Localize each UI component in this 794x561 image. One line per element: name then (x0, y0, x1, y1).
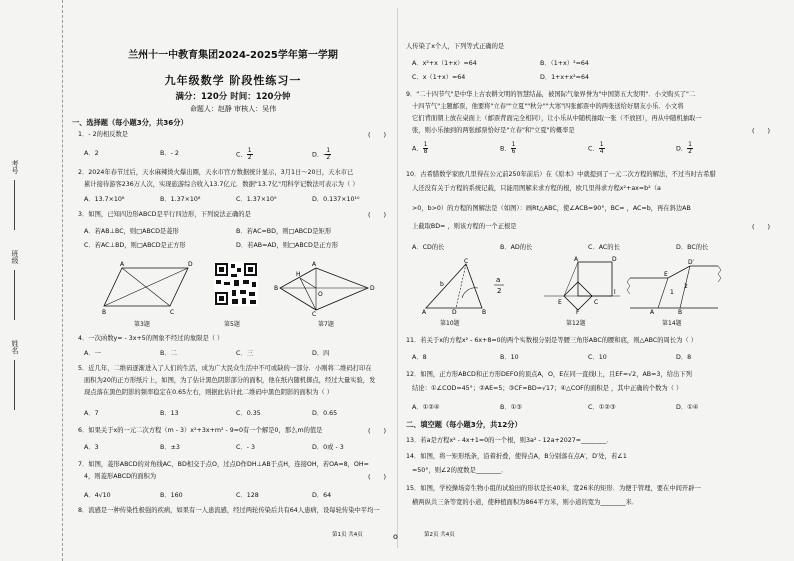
q8-stem-cont: 人传染了x个人，下列等式正确的是 (406, 43, 505, 50)
svg-text:D: D (370, 285, 375, 292)
q7-stem: 7．如图，菱形ABCD的对角线AC，BD相交于点O，过点D作DH⊥AB于点H，连接OH，若OA=8，OH= (78, 461, 369, 468)
binding-label-class: 班级 (11, 250, 19, 264)
figure-caption: 第3题 (134, 321, 150, 328)
q10-option: A．CD的长 (412, 244, 445, 251)
q10-option: D．BC的长 (676, 244, 709, 251)
q10-stem-cont: 人还没有关于方程的系统记载，只能用图解来求方程的根，欧几里得求方程x²+ax=b²（a (412, 185, 661, 192)
q8-option: A．x²+x（1+x）=64 (412, 60, 477, 67)
svg-text:1: 1 (670, 289, 674, 296)
svg-text:D: D (612, 256, 617, 263)
q11-option: D．8 (676, 354, 692, 361)
subject-title: 九年级数学 阶段性练习一 (164, 74, 302, 87)
center-mark: o (393, 532, 398, 541)
section-choice: 一、选择题（每小题3分，共36分） (72, 118, 188, 127)
q4-option: D．四 (312, 350, 330, 357)
svg-text:C: C (312, 311, 317, 318)
q3-option: D．若AB=AD，则□ABCD是正方形 (236, 242, 338, 249)
q3-option: A．若AB⊥BC，则□ABCD是菱形 (84, 228, 179, 235)
figure-caption: 第5题 (224, 321, 240, 328)
figure-parallelogram (102, 262, 192, 314)
q9-stem: 9．"二十四节气"是中华上古农耕文明的智慧结晶，被国际气象界誉为"中国第五大发明"．小文购买了"二 (406, 91, 696, 98)
q14-stem-cont: =50°，则∠2的度数是________． (412, 467, 508, 474)
q9-option: C． $\frac{1}{4}$ (588, 141, 604, 155)
q4-stem: 4．一次函数y= - 3x+5的图象不经过的象限是（ ） (78, 335, 224, 342)
q5-stem: 5．近几年，二维码逐渐进入了人们的生活，成为广大民众生活中不可或缺的一部分．小刚将二维码打印在 (78, 365, 372, 372)
q5-stem-cont: 现点落在黑色阴影的频率稳定在0.65左右，则据此估计此二维码中黑色阴影的面积为（ ） (84, 389, 334, 396)
q10-option: C．AC的长 (588, 244, 620, 251)
q12-option: B．①③ (500, 404, 522, 411)
q14-stem: 14．如图，将一矩形纸条，沿着折叠，使得点A，B分别落在点A′，D′处，若∠1 (406, 453, 627, 460)
svg-text:l: l (614, 289, 616, 296)
page-right (400, 0, 790, 561)
svg-text:B: B (482, 309, 487, 316)
answer-paren: ( ) (368, 211, 387, 219)
q5-option: C．0.35 (236, 410, 261, 417)
q2-option: C．1.37×10⁹ (236, 196, 277, 203)
svg-text:D: D (452, 309, 457, 316)
q8-option: C．x（1+x）=64 (412, 74, 466, 81)
figure-caption: 第10题 (440, 320, 460, 327)
q11-option: C．10 (588, 354, 607, 361)
school-title: 兰州十一中教育集团2024-2025学年第一学期 (128, 50, 338, 61)
q1-stem: 1．- 2的相反数是 (78, 131, 129, 138)
svg-text:a: a (496, 276, 501, 284)
answer-paren: ( ) (368, 473, 387, 481)
q4-option: B．二 (160, 350, 177, 357)
svg-text:A: A (650, 309, 655, 316)
svg-text:A: A (120, 261, 125, 268)
q2-stem-cont: 累计接待游客236万人次，实现旅游综合收入13.7亿元．数据"13.7亿"用科学记数法可表示为（ ） (84, 181, 359, 188)
q10-stem-cont: >0，b>0）的方程的图解法是（如图）：画Rt△ABC，使∠ACB=90°，BC= ，AC=b，再在斜边AB (412, 205, 691, 212)
q9-stem-cont: 张，则小乐抽到的两张邮票恰好是"立春"和"立夏"的概率是 (412, 127, 575, 134)
q12-option: C．①②③ (588, 404, 616, 411)
svg-text:2: 2 (497, 287, 502, 295)
q2-stem: 2．2024年春节过后，天水麻辣烫火爆出圈，天水市官方数据统计显示，3月1日～20日，天水市已 (78, 169, 354, 176)
figure-caption: 第14题 (662, 320, 682, 327)
q3-stem: 3．如图，已知四边形ABCD是平行四边形，下列说法正确的是 (78, 211, 251, 218)
q4-option: C．三 (236, 350, 253, 357)
q5-option: B．13 (160, 410, 179, 417)
binding-line (14, 180, 15, 230)
q8-option: B．（1+x）²=64 (540, 60, 589, 67)
section-fill: 二、填空题（每小题3分，共12分） (406, 420, 522, 429)
q15-stem: 15．如图，学校操场旁生物小组的试验田的形状是长40米，宽26米的矩形．为便于管理，要在中间开辟一 (406, 485, 701, 492)
q5-option: A．7 (84, 410, 99, 417)
q7-option: D．64 (312, 492, 332, 499)
setters: 命题人：赵静 审核人：吴伟 (189, 105, 277, 113)
q7-option: A．4√10 (84, 492, 111, 499)
page-footer: 第2页 共4页 (424, 532, 455, 538)
answer-paren: ( ) (752, 223, 771, 231)
q12-option: D．①④ (676, 404, 699, 411)
binding-label-name: 姓名 (11, 340, 19, 354)
figure-two-squares (544, 258, 620, 314)
q6-option: A．3 (84, 444, 99, 451)
q11-option: B．10 (500, 354, 519, 361)
q12-option: A．①②④ (412, 404, 440, 411)
svg-text:E: E (664, 271, 668, 278)
q9-option: B． $\frac{1}{6}$ (500, 141, 516, 155)
q1-option: C． $\frac{1}{2}$ (236, 147, 252, 161)
q8-stem: 8．流感是一种传染性极强的疾病，如果有一人患流感，经过两轮传染后共有64人患病，设每轮传染中平均一 (78, 507, 380, 514)
svg-text:B: B (102, 309, 107, 316)
svg-text:E: E (558, 299, 562, 306)
q11-option: A．8 (412, 354, 427, 361)
q8-option: D．1+x+x²=64 (540, 74, 589, 81)
figure-caption: 第7题 (318, 321, 334, 328)
q2-option: D．0.137×10¹⁰ (312, 196, 360, 203)
svg-text:H: H (296, 271, 301, 278)
svg-text:B: B (274, 285, 279, 292)
q10-option: B．AD的长 (500, 244, 533, 251)
q3-option: B．若AC=BD，则□ABCD是矩形 (236, 228, 332, 235)
svg-text:B: B (678, 309, 683, 316)
q10-stem-cont: 上截取BD= ，则该方程的一个正根是 (412, 223, 517, 230)
svg-text:O: O (318, 291, 323, 298)
svg-text:D: D (188, 261, 193, 268)
figure-folded-strip (628, 258, 720, 314)
binding-line (14, 360, 15, 410)
q1-option: A．2 (84, 150, 99, 157)
q2-option: B．1.37×10⁸ (160, 196, 201, 203)
svg-text:A: A (312, 261, 317, 268)
q9-option: D． $\frac{1}{2}$ (676, 141, 692, 155)
figure-caption: 第12题 (566, 320, 586, 327)
svg-text:C: C (170, 309, 175, 316)
q10-stem: 10．古希腊数学家欧几里得在公元前250年前后）在《原本》中就提到了一元二次方程的解法，不过当时古希腊 (406, 171, 716, 178)
q2-option: A．13.7×10⁸ (84, 196, 125, 203)
figure-rhombus (274, 258, 375, 318)
binding-margin (0, 0, 63, 561)
q6-option: C．- 3 (236, 444, 255, 451)
svg-text:A: A (574, 256, 579, 263)
q1-option: B．- 2 (160, 150, 179, 157)
figure-right-triangle (422, 258, 514, 314)
answer-paren: ( ) (752, 127, 771, 135)
svg-text:C: C (464, 258, 469, 265)
page-left (72, 0, 394, 561)
q9-stem-cont: 它们背面朝上放在桌面上（邮票背面完全相同），让小乐从中随机抽取一张（不放回），再从中随机抽取一 (412, 115, 702, 122)
q13-stem: 13．若a是方程x² - 4x+1=0的一个根，则3a² - 12a+2027=________． (406, 437, 613, 444)
q7-stem-cont: 4，则菱形ABCD的面积为 (84, 473, 157, 480)
q5-stem-cont: 面积为20的正方形纸片上，如图，为了估计黑色阴影部分的面积，他在纸内随机掷点，经过大量实验，发 (84, 377, 376, 384)
q15-stem-cont: 横两纵共三条等宽的小道，使种植面积为864平方米，则小道的宽为________米． (412, 499, 639, 506)
page-divider (397, 8, 398, 548)
svg-text:D′: D′ (688, 259, 694, 266)
svg-text:b: b (440, 281, 444, 288)
answer-paren: ( ) (368, 427, 387, 435)
q9-stem-cont: 十四节气"主题邮票，他要将"立春""立夏""秋分""大寒"四张邮票中的两张送给好朋友小乐．小文将 (412, 103, 684, 110)
q3-option: C．若AC⊥BD，则□ABCD是正方形 (84, 242, 186, 249)
score-time: 满分：120分 时间：120分钟 (175, 92, 291, 102)
q1-option: D．- $\frac{1}{2}$ (312, 147, 331, 161)
svg-text:C: C (594, 299, 599, 306)
svg-text:F: F (576, 309, 580, 316)
binding-line (14, 270, 15, 320)
q7-option: C．128 (236, 492, 259, 499)
answer-paren: ( ) (368, 131, 387, 139)
q6-option: B．±3 (160, 444, 180, 451)
q11-stem: 11．若关于x的方程x² - 6x+8=0的两个实数根分别是等腰三角形ABC的腰和底，则△ABC的周长为（ ） (406, 337, 698, 344)
q12-stem: 12．如图，正方形ABCD和正方形DEFO的顶点A，O，E在同一直线l上，且EF=√2，AB=3，给出下列 (406, 371, 692, 378)
figure-qrcode (214, 262, 258, 306)
q12-stem-cont: 结论：①∠COD=45°；②AE=5；③CF=BD=√17；④△COF的面积是 ，其中正确的个数为（ ） (412, 385, 683, 392)
svg-text:2: 2 (684, 283, 688, 290)
q6-option: D．0或 - 3 (312, 444, 344, 451)
binding-label-number: 考号 (11, 160, 19, 174)
page-footer: 第1页 共4页 (332, 532, 363, 538)
svg-text:A: A (422, 309, 427, 316)
q7-option: B．160 (160, 492, 183, 499)
q4-option: A．一 (84, 350, 101, 357)
q5-option: D．0.65 (312, 410, 338, 417)
q9-option: A． $\frac{1}{8}$ (412, 141, 428, 155)
q6-stem: 6．如果关于x的一元二次方程（m - 3）x²+3x+m² - 9=0有一个解是0，那么m的值是 (78, 427, 323, 434)
